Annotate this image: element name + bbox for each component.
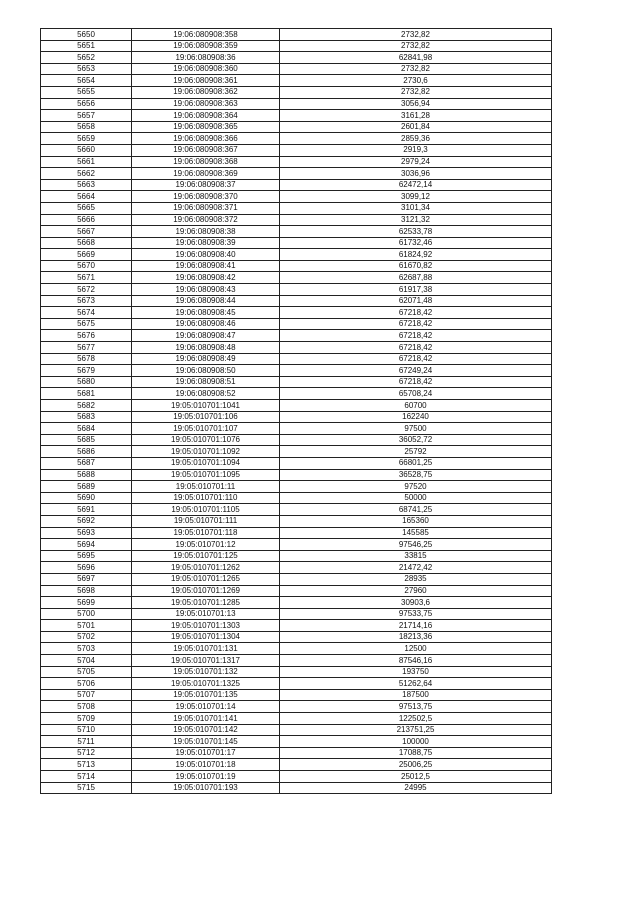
cadastral-number-cell: 19:06:080908:361 — [132, 75, 280, 87]
value-cell: 2919,3 — [280, 144, 552, 156]
table-row — [41, 515, 552, 527]
table-row — [41, 469, 552, 481]
table-row — [41, 214, 552, 226]
row-number-cell: 5713 — [41, 759, 132, 771]
row-number-cell: 5703 — [41, 643, 132, 655]
table-row — [41, 597, 552, 609]
row-number-cell: 5697 — [41, 573, 132, 585]
value-cell: 2732,82 — [280, 63, 552, 75]
table-row — [41, 86, 552, 98]
value-cell: 87546,16 — [280, 655, 552, 667]
cadastral-number-cell: 19:05:010701:142 — [132, 724, 280, 736]
row-number-cell: 5690 — [41, 492, 132, 504]
row-number-cell: 5700 — [41, 608, 132, 620]
value-cell: 61732,46 — [280, 237, 552, 249]
cadastral-number-cell: 19:06:080908:359 — [132, 40, 280, 52]
cadastral-number-cell: 19:05:010701:1269 — [132, 585, 280, 597]
value-cell: 65708,24 — [280, 388, 552, 400]
value-cell: 62687,88 — [280, 272, 552, 284]
cadastral-number-cell: 19:06:080908:360 — [132, 63, 280, 75]
table-row — [41, 562, 552, 574]
value-cell: 2730,6 — [280, 75, 552, 87]
cadastral-number-cell: 19:06:080908:52 — [132, 388, 280, 400]
row-number-cell: 5692 — [41, 515, 132, 527]
value-cell: 97513,75 — [280, 701, 552, 713]
table-row — [41, 434, 552, 446]
row-number-cell: 5675 — [41, 318, 132, 330]
value-cell: 3036,96 — [280, 168, 552, 180]
cadastral-number-cell: 19:06:080908:366 — [132, 133, 280, 145]
row-number-cell: 5651 — [41, 40, 132, 52]
value-cell: 62533,78 — [280, 226, 552, 238]
row-number-cell: 5662 — [41, 168, 132, 180]
value-cell: 50000 — [280, 492, 552, 504]
value-cell: 17088,75 — [280, 747, 552, 759]
table-row — [41, 353, 552, 365]
cadastral-number-cell: 19:06:080908:46 — [132, 318, 280, 330]
table-row — [41, 179, 552, 191]
cadastral-number-cell: 19:06:080908:51 — [132, 376, 280, 388]
table-row — [41, 457, 552, 469]
value-cell: 67218,42 — [280, 376, 552, 388]
cadastral-number-cell: 19:05:010701:1317 — [132, 655, 280, 667]
value-cell: 187500 — [280, 689, 552, 701]
cadastral-number-cell: 19:05:010701:193 — [132, 782, 280, 794]
row-number-cell: 5656 — [41, 98, 132, 110]
cadastral-number-cell: 19:06:080908:371 — [132, 202, 280, 214]
row-number-cell: 5704 — [41, 655, 132, 667]
table-row — [41, 539, 552, 551]
table-row — [41, 620, 552, 632]
value-cell: 67218,42 — [280, 330, 552, 342]
table-row — [41, 284, 552, 296]
row-number-cell: 5686 — [41, 446, 132, 458]
row-number-cell: 5682 — [41, 400, 132, 412]
cadastral-number-cell: 19:06:080908:37 — [132, 179, 280, 191]
value-cell: 67218,42 — [280, 307, 552, 319]
cadastral-number-cell: 19:06:080908:45 — [132, 307, 280, 319]
row-number-cell: 5680 — [41, 376, 132, 388]
value-cell: 165360 — [280, 515, 552, 527]
cadastral-number-cell: 19:06:080908:358 — [132, 29, 280, 41]
value-cell: 67218,42 — [280, 353, 552, 365]
cadastral-number-cell: 19:06:080908:365 — [132, 121, 280, 133]
row-number-cell: 5715 — [41, 782, 132, 794]
row-number-cell: 5663 — [41, 179, 132, 191]
cadastral-number-cell: 19:06:080908:363 — [132, 98, 280, 110]
value-cell: 25012,5 — [280, 771, 552, 783]
row-number-cell: 5650 — [41, 29, 132, 41]
row-number-cell: 5660 — [41, 144, 132, 156]
value-cell: 12500 — [280, 643, 552, 655]
table-row — [41, 365, 552, 377]
table-row — [41, 202, 552, 214]
cadastral-number-cell: 19:05:010701:111 — [132, 515, 280, 527]
row-number-cell: 5666 — [41, 214, 132, 226]
table-row — [41, 655, 552, 667]
value-cell: 25006,25 — [280, 759, 552, 771]
row-number-cell: 5702 — [41, 631, 132, 643]
table-row — [41, 608, 552, 620]
table-row — [41, 446, 552, 458]
cadastral-number-cell: 19:06:080908:49 — [132, 353, 280, 365]
row-number-cell: 5674 — [41, 307, 132, 319]
table-row — [41, 144, 552, 156]
table-row — [41, 63, 552, 75]
value-cell: 97533,75 — [280, 608, 552, 620]
cadastral-number-cell: 19:05:010701:1094 — [132, 457, 280, 469]
table-row — [41, 585, 552, 597]
cadastral-number-cell: 19:06:080908:368 — [132, 156, 280, 168]
row-number-cell: 5664 — [41, 191, 132, 203]
cadastral-number-cell: 19:06:080908:42 — [132, 272, 280, 284]
cadastral-number-cell: 19:06:080908:50 — [132, 365, 280, 377]
row-number-cell: 5706 — [41, 678, 132, 690]
table-row — [41, 307, 552, 319]
table-row — [41, 643, 552, 655]
table-row — [41, 388, 552, 400]
value-cell: 33815 — [280, 550, 552, 562]
table-row — [41, 191, 552, 203]
row-number-cell: 5708 — [41, 701, 132, 713]
table-row — [41, 318, 552, 330]
row-number-cell: 5657 — [41, 110, 132, 122]
row-number-cell: 5711 — [41, 736, 132, 748]
table-row — [41, 110, 552, 122]
table-row — [41, 759, 552, 771]
row-number-cell: 5705 — [41, 666, 132, 678]
value-cell: 62841,98 — [280, 52, 552, 64]
row-number-cell: 5673 — [41, 295, 132, 307]
row-number-cell: 5710 — [41, 724, 132, 736]
value-cell: 100000 — [280, 736, 552, 748]
cadastral-number-cell: 19:05:010701:1105 — [132, 504, 280, 516]
cadastral-number-cell: 19:05:010701:110 — [132, 492, 280, 504]
table-row — [41, 550, 552, 562]
row-number-cell: 5652 — [41, 52, 132, 64]
table-body — [41, 29, 552, 794]
value-cell: 3099,12 — [280, 191, 552, 203]
value-cell: 24995 — [280, 782, 552, 794]
cadastral-number-cell: 19:05:010701:1262 — [132, 562, 280, 574]
value-cell: 2732,82 — [280, 86, 552, 98]
table-row — [41, 295, 552, 307]
table-row — [41, 330, 552, 342]
row-number-cell: 5677 — [41, 342, 132, 354]
table-row — [41, 666, 552, 678]
value-cell: 97500 — [280, 423, 552, 435]
row-number-cell: 5671 — [41, 272, 132, 284]
row-number-cell: 5714 — [41, 771, 132, 783]
cadastral-number-cell: 19:05:010701:11 — [132, 481, 280, 493]
row-number-cell: 5654 — [41, 75, 132, 87]
table-row — [41, 342, 552, 354]
cadastral-number-cell: 19:05:010701:131 — [132, 643, 280, 655]
value-cell: 61670,82 — [280, 260, 552, 272]
value-cell: 68741,25 — [280, 504, 552, 516]
table-row — [41, 631, 552, 643]
cadastral-number-cell: 19:05:010701:14 — [132, 701, 280, 713]
cadastral-number-cell: 19:05:010701:135 — [132, 689, 280, 701]
value-cell: 36528,75 — [280, 469, 552, 481]
cadastral-number-cell: 19:06:080908:370 — [132, 191, 280, 203]
cadastral-number-cell: 19:06:080908:367 — [132, 144, 280, 156]
value-cell: 67249,24 — [280, 365, 552, 377]
value-cell: 62071,48 — [280, 295, 552, 307]
row-number-cell: 5693 — [41, 527, 132, 539]
row-number-cell: 5709 — [41, 713, 132, 725]
cadastral-number-cell: 19:05:010701:1095 — [132, 469, 280, 481]
table-row — [41, 29, 552, 41]
value-cell: 51262,64 — [280, 678, 552, 690]
cadastral-number-cell: 19:05:010701:1303 — [132, 620, 280, 632]
table-row — [41, 376, 552, 388]
cadastral-number-cell: 19:06:080908:38 — [132, 226, 280, 238]
cadastral-number-cell: 19:05:010701:17 — [132, 747, 280, 759]
row-number-cell: 5670 — [41, 260, 132, 272]
table-row — [41, 226, 552, 238]
cadastral-number-cell: 19:06:080908:36 — [132, 52, 280, 64]
table-row — [41, 713, 552, 725]
table-row — [41, 411, 552, 423]
cadastral-number-cell: 19:05:010701:1041 — [132, 400, 280, 412]
table-row — [41, 52, 552, 64]
cadastral-number-cell: 19:06:080908:39 — [132, 237, 280, 249]
row-number-cell: 5668 — [41, 237, 132, 249]
value-cell: 162240 — [280, 411, 552, 423]
value-cell: 30903,6 — [280, 597, 552, 609]
cadastral-number-cell: 19:05:010701:141 — [132, 713, 280, 725]
row-number-cell: 5694 — [41, 539, 132, 551]
value-cell: 36052,72 — [280, 434, 552, 446]
table-row — [41, 701, 552, 713]
row-number-cell: 5707 — [41, 689, 132, 701]
cadastral-number-cell: 19:05:010701:106 — [132, 411, 280, 423]
value-cell: 18213,36 — [280, 631, 552, 643]
row-number-cell: 5678 — [41, 353, 132, 365]
row-number-cell: 5695 — [41, 550, 132, 562]
row-number-cell: 5665 — [41, 202, 132, 214]
value-cell: 3056,94 — [280, 98, 552, 110]
table-row — [41, 168, 552, 180]
row-number-cell: 5699 — [41, 597, 132, 609]
table-row — [41, 689, 552, 701]
table-row — [41, 423, 552, 435]
cadastral-number-cell: 19:05:010701:1285 — [132, 597, 280, 609]
table-row — [41, 736, 552, 748]
table-row — [41, 573, 552, 585]
value-cell: 66801,25 — [280, 457, 552, 469]
cadastral-number-cell: 19:06:080908:364 — [132, 110, 280, 122]
cadastral-number-cell: 19:06:080908:44 — [132, 295, 280, 307]
table-row — [41, 272, 552, 284]
row-number-cell: 5655 — [41, 86, 132, 98]
table-row — [41, 249, 552, 261]
cadastral-number-cell: 19:05:010701:19 — [132, 771, 280, 783]
row-number-cell: 5683 — [41, 411, 132, 423]
cadastral-number-cell: 19:06:080908:48 — [132, 342, 280, 354]
value-cell: 2979,24 — [280, 156, 552, 168]
cadastral-number-cell: 19:06:080908:362 — [132, 86, 280, 98]
table-row — [41, 771, 552, 783]
table-row — [41, 747, 552, 759]
cadastral-number-cell: 19:06:080908:47 — [132, 330, 280, 342]
value-cell: 21472,42 — [280, 562, 552, 574]
value-cell: 25792 — [280, 446, 552, 458]
value-cell: 67218,42 — [280, 318, 552, 330]
value-cell: 61824,92 — [280, 249, 552, 261]
table-row — [41, 40, 552, 52]
row-number-cell: 5688 — [41, 469, 132, 481]
table-row — [41, 237, 552, 249]
row-number-cell: 5667 — [41, 226, 132, 238]
value-cell: 2732,82 — [280, 40, 552, 52]
value-cell: 122502,5 — [280, 713, 552, 725]
row-number-cell: 5698 — [41, 585, 132, 597]
table-row — [41, 400, 552, 412]
row-number-cell: 5676 — [41, 330, 132, 342]
cadastral-number-cell: 19:05:010701:145 — [132, 736, 280, 748]
table-row — [41, 121, 552, 133]
value-cell: 97546,25 — [280, 539, 552, 551]
value-cell: 145585 — [280, 527, 552, 539]
cadastral-number-cell: 19:05:010701:1076 — [132, 434, 280, 446]
value-cell: 62472,14 — [280, 179, 552, 191]
value-cell: 21714,16 — [280, 620, 552, 632]
value-cell: 2601,84 — [280, 121, 552, 133]
value-cell: 2732,82 — [280, 29, 552, 41]
value-cell: 3161,28 — [280, 110, 552, 122]
row-number-cell: 5661 — [41, 156, 132, 168]
row-number-cell: 5684 — [41, 423, 132, 435]
cadastral-number-cell: 19:05:010701:1325 — [132, 678, 280, 690]
row-number-cell: 5691 — [41, 504, 132, 516]
row-number-cell: 5658 — [41, 121, 132, 133]
table-row — [41, 156, 552, 168]
table-row — [41, 98, 552, 110]
table-row — [41, 724, 552, 736]
table-row — [41, 492, 552, 504]
cadastral-number-cell: 19:06:080908:40 — [132, 249, 280, 261]
table-row — [41, 527, 552, 539]
value-cell: 67218,42 — [280, 342, 552, 354]
table-row — [41, 260, 552, 272]
value-cell: 3121,32 — [280, 214, 552, 226]
cadastral-number-cell: 19:05:010701:1304 — [132, 631, 280, 643]
value-cell: 2859,36 — [280, 133, 552, 145]
cadastral-number-cell: 19:05:010701:125 — [132, 550, 280, 562]
row-number-cell: 5669 — [41, 249, 132, 261]
cadastral-number-cell: 19:05:010701:18 — [132, 759, 280, 771]
row-number-cell: 5659 — [41, 133, 132, 145]
table-row — [41, 782, 552, 794]
row-number-cell: 5679 — [41, 365, 132, 377]
cadastral-number-cell: 19:05:010701:13 — [132, 608, 280, 620]
cadastral-number-cell: 19:05:010701:118 — [132, 527, 280, 539]
cadastral-number-cell: 19:06:080908:41 — [132, 260, 280, 272]
cadastral-number-cell: 19:05:010701:1265 — [132, 573, 280, 585]
value-cell: 27960 — [280, 585, 552, 597]
table-row — [41, 75, 552, 87]
value-cell: 61917,38 — [280, 284, 552, 296]
cadastral-number-cell: 19:06:080908:43 — [132, 284, 280, 296]
row-number-cell: 5701 — [41, 620, 132, 632]
table-row — [41, 504, 552, 516]
row-number-cell: 5712 — [41, 747, 132, 759]
row-number-cell: 5687 — [41, 457, 132, 469]
table-row — [41, 133, 552, 145]
row-number-cell: 5653 — [41, 63, 132, 75]
cadastral-number-cell: 19:05:010701:1092 — [132, 446, 280, 458]
cadastral-number-cell: 19:06:080908:372 — [132, 214, 280, 226]
row-number-cell: 5696 — [41, 562, 132, 574]
value-cell: 97520 — [280, 481, 552, 493]
value-cell: 60700 — [280, 400, 552, 412]
data-table — [40, 28, 552, 794]
row-number-cell: 5681 — [41, 388, 132, 400]
cadastral-number-cell: 19:05:010701:107 — [132, 423, 280, 435]
value-cell: 3101,34 — [280, 202, 552, 214]
table-row — [41, 481, 552, 493]
cadastral-number-cell: 19:05:010701:12 — [132, 539, 280, 551]
row-number-cell: 5685 — [41, 434, 132, 446]
cadastral-number-cell: 19:06:080908:369 — [132, 168, 280, 180]
value-cell: 28935 — [280, 573, 552, 585]
table-row — [41, 678, 552, 690]
value-cell: 213751,25 — [280, 724, 552, 736]
cadastral-number-cell: 19:05:010701:132 — [132, 666, 280, 678]
row-number-cell: 5672 — [41, 284, 132, 296]
value-cell: 193750 — [280, 666, 552, 678]
row-number-cell: 5689 — [41, 481, 132, 493]
